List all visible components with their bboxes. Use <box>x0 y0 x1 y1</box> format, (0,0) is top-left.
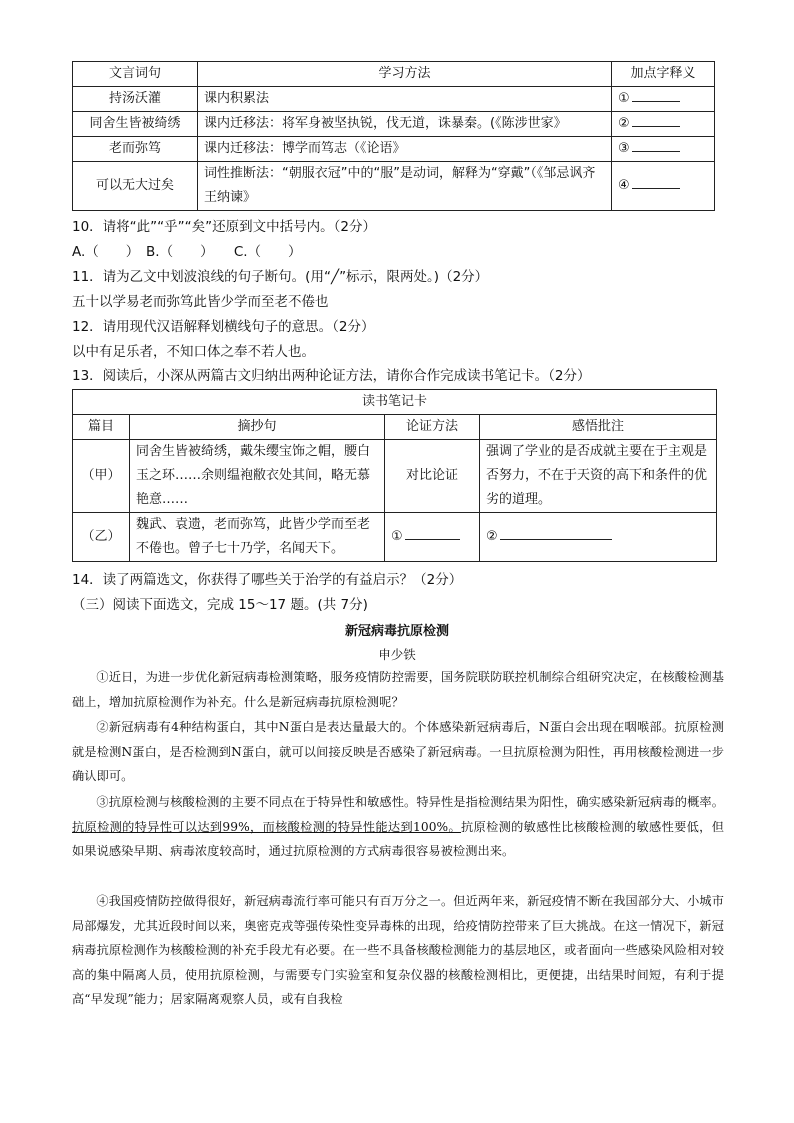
table-title: 读书笔记卡 <box>73 390 717 415</box>
quote-cell: 同舍生皆被绮绣，戴朱缨宝饰之帽，腰白玉之环……余则缊袍敝衣处其间，略无慕艳意…… <box>130 440 385 513</box>
answer-cell[interactable] <box>612 112 715 137</box>
table-row <box>73 440 717 513</box>
question-11: 11．请为乙文中划波浪线的句子断句。(用“╱”标示，限两处。)（2分） <box>72 269 489 285</box>
table-row <box>73 87 715 112</box>
question-14: 14．读了两篇选文，你获得了哪些关于治学的有益启示？（2分） <box>72 572 463 588</box>
paragraph-text: ③抗原检测与核酸检测的主要不同点在于特异性和敏感性。特异性是指检测结果为阳性，确实感染新冠病毒的概率。 <box>96 795 724 809</box>
question-10-options[interactable]: A.（ ） B.（ ） C.（ ） <box>72 244 302 260</box>
word-study-table <box>72 61 715 211</box>
question-11-text: 五十以学易老而弥笃此皆少学而至老不倦也 <box>72 294 329 310</box>
article-author: 申少铁 <box>378 647 416 662</box>
method-cell: 对比论证 <box>385 440 480 513</box>
table-title-row <box>73 390 717 415</box>
reading-notes-table <box>72 389 717 562</box>
section-3-heading: （三）阅读下面选文，完成 15～17 题。(共 7分) <box>72 597 368 613</box>
table-row <box>73 137 715 162</box>
quote-cell: 魏武、袁遗，老而弥笃，此皆少学而至老不倦也。曾子七十乃学，名闻天下。 <box>130 513 385 562</box>
answer-number: ① <box>391 529 403 544</box>
table-header-row <box>73 415 717 440</box>
method-answer-cell[interactable] <box>385 513 480 562</box>
question-12-text: 以中有足乐者，不知口体之奉不若人也。 <box>72 344 315 360</box>
answer-number: ③ <box>618 141 630 156</box>
row-label: （甲） <box>73 440 130 513</box>
question-10: 10．请将“此”“乎”“矣”还原到文中括号内。（2分） <box>72 219 376 235</box>
answer-blank[interactable] <box>632 112 680 127</box>
note-cell: 强调了学业的是否成就主要在于主观是否努力，不在于天资的高下和条件的优劣的道理。 <box>480 440 717 513</box>
question-12: 12．请用现代汉语解释划横线句子的意思。（2分） <box>72 319 375 335</box>
method-cell: 课内迁移法：将军身被坚执锐，伐无道，诛暴秦。(《陈涉世家》 <box>198 112 612 137</box>
answer-number: ① <box>618 91 630 106</box>
header-cell: 感悟批注 <box>480 415 717 440</box>
answer-blank[interactable] <box>405 525 460 540</box>
answer-number: ② <box>486 529 498 544</box>
header-cell: 文言词句 <box>73 62 198 87</box>
row-label: （乙） <box>73 513 130 562</box>
method-cell: 课内迁移法：博学而笃志（《论语》 <box>198 137 612 162</box>
table-row <box>73 112 715 137</box>
term-cell: 可以无大过矣 <box>73 162 198 211</box>
term-cell: 老而弥笃 <box>73 137 198 162</box>
header-cell: 加点字释义 <box>612 62 715 87</box>
article-title: 新冠病毒抗原检测 <box>344 624 449 639</box>
header-cell: 论证方法 <box>385 415 480 440</box>
answer-blank[interactable] <box>500 525 612 540</box>
header-cell: 摘抄句 <box>130 415 385 440</box>
table-row <box>73 513 717 562</box>
answer-blank[interactable] <box>632 87 680 102</box>
article-paragraph-2: ②新冠病毒有4种结构蛋白，其中N蛋白是表达量最大的。个体感染新冠病毒后，N蛋白会出现在咽喉部。抗原检测就是检测N蛋白，是否检测到N蛋白，就可以间接反映是否感染了新冠病毒。一旦抗原检测为阳性，再用核酸检测进一步确认即可。 <box>72 720 724 783</box>
answer-blank[interactable] <box>632 174 680 189</box>
method-cell: 课内积累法 <box>198 87 612 112</box>
header-cell: 学习方法 <box>198 62 612 87</box>
table-row <box>73 162 715 211</box>
term-cell: 同舍生皆被绮绣 <box>73 112 198 137</box>
header-cell: 篇目 <box>73 415 130 440</box>
answer-cell[interactable] <box>612 162 715 211</box>
underlined-sentence: 抗原检测的特异性可以达到99%，而核酸检测的特异性能达到100%。 <box>72 819 462 834</box>
answer-cell[interactable] <box>612 137 715 162</box>
method-cell: 词性推断法：“朝服衣冠”中的“服”是动词，解释为“穿戴”（《邹忌讽齐王纳谏》 <box>198 162 612 211</box>
term-cell: 持汤沃灌 <box>73 87 198 112</box>
article-paragraph-4: ④我国疫情防控做得很好，新冠病毒流行率可能只有百万分之一。但近两年来，新冠疫情不断在我国部分大、小城市局部爆发，尤其近段时间以来，奥密克戎等强传染性变异毒株的出现，给疫情防控带来了巨大挑战。在这一情况下，新冠病毒抗原检测作为核酸检测的补充手段尤有必要。在一些不具备核酸检测能力的基层地区，或者面向一些感染风险相对较高的集中隔离人员，使用抗原检测，与需要专门实验室和复杂仪器的核酸检测相比，更便捷，出结果时间短，有利于提高“早发现”能力；居家隔离观察人员，或有自我检 <box>72 894 724 1006</box>
answer-blank[interactable] <box>632 137 680 152</box>
article-paragraph-3 <box>72 790 724 864</box>
answer-cell[interactable] <box>612 87 715 112</box>
answer-number: ④ <box>618 178 630 193</box>
article-paragraph-1: ①近日，为进一步优化新冠病毒检测策略，服务疫情防控需要，国务院联防联控机制综合组研究决定，在核酸检测基础上，增加抗原检测作为补充。什么是新冠病毒抗原检测呢？ <box>72 670 724 709</box>
answer-number: ② <box>618 116 630 131</box>
question-13: 13．阅读后，小深从两篇古文归纳出两种论证方法，请你合作完成读书笔记卡。（2分） <box>72 368 591 384</box>
note-answer-cell[interactable] <box>480 513 717 562</box>
table-header-row <box>73 62 715 87</box>
paragraph-text: 抗原检测的敏感性比核酸检测的敏感性要低，但如果说感染早期、病毒浓度较高时，通过抗原检测的方式病毒很容易被检测出来。 <box>72 819 724 858</box>
